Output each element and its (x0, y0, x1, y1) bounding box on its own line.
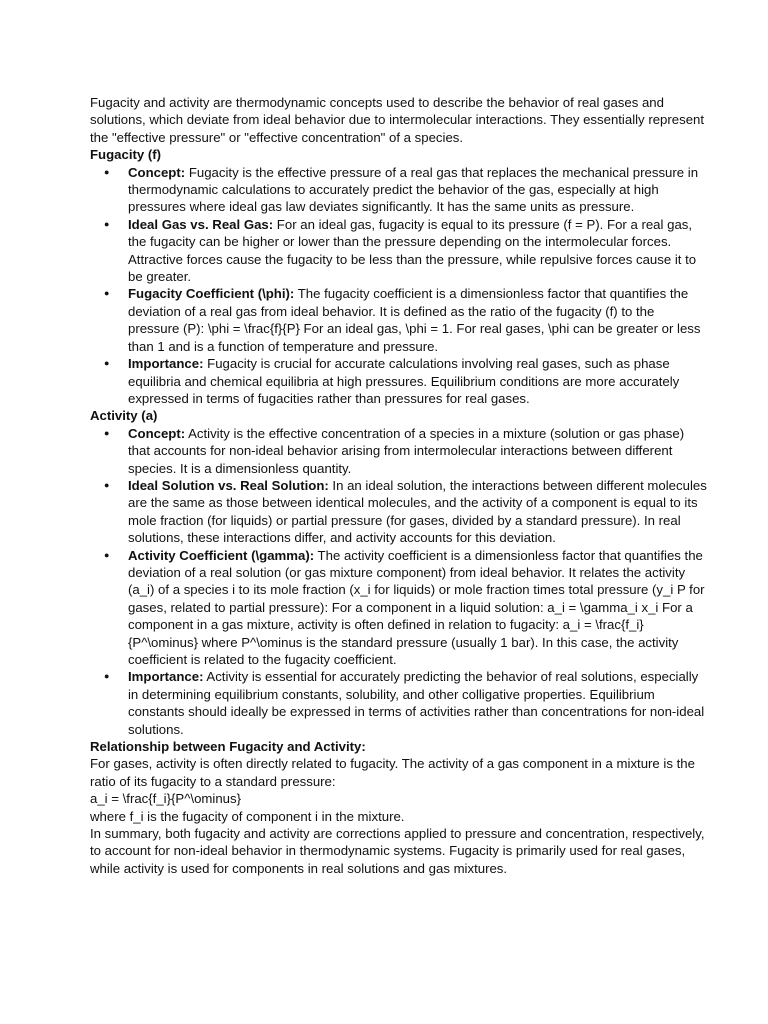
relationship-paragraph: For gases, activity is often directly related to fugacity. The activity of a gas component in a mixture is the ratio of its fugacity to a standard pressure: (90, 756, 695, 789)
intro-paragraph: Fugacity and activity are thermodynamic concepts used to describe the behavior of real gases and solutions, which deviate from ideal behavior due to intermolecular interactions. They essentially represent the "effective pressure" or "effective concentration" of a species. (90, 95, 705, 145)
activity-list (90, 425, 708, 738)
relationship-note: where f_i is the fugacity of component i in the mixture. (90, 808, 405, 824)
bullet-term: Ideal Gas vs. Real Gas: (128, 216, 274, 232)
activity-item-concept (90, 425, 708, 477)
activity-item-ideal-vs-real (90, 477, 708, 547)
bullet-term: Activity Coefficient (\gamma): (128, 547, 315, 563)
fugacity-list (90, 164, 708, 408)
bullet-term: Fugacity Coefficient (\phi): (128, 286, 295, 302)
bullet-term: Importance: (128, 669, 204, 685)
bullet-text: Activity is the effective concentration of a species in a mixture (solution or gas phase) that accounts for non-ideal behavior arising from intermolecular interactions between different species. It is a dimensionless quantity. (128, 425, 685, 476)
bullet-term: Concept: (128, 425, 186, 441)
bullet-term: Concept: (128, 164, 186, 180)
bullet-text: Activity is essential for accurately predicting the behavior of real solutions, especially in determining equilibrium constants, solubility, and other colligative properties. Equilibrium constants should ideally be expressed in terms of activities rather than concentrations for non-ideal solutions. (128, 669, 705, 737)
fugacity-item-ideal-vs-real (90, 216, 708, 286)
bullet-term: Importance: (128, 356, 204, 372)
bullet-text: In an ideal solution, the interactions between different molecules are the same as those between identical molecules, and the activity of a component is equal to its mole fraction (for liquids) or partial pressure (for gases, divided by a standard pressure). In real solutions, these interactions differ, and activity accounts for this deviation. (128, 477, 707, 546)
summary-paragraph: In summary, both fugacity and activity are corrections applied to pressure and concentration, respectively, to account for non-ideal behavior in thermodynamic systems. Fugacity is primarily used for real gases, while activity is used for components in real solutions and gas mixtures. (90, 826, 705, 876)
bullet-text: Fugacity is crucial for accurate calculations involving real gases, such as phase equilibria and chemical equilibria at high pressures. Equilibrium conditions are more accurately expressed in terms of fugacities rather than pressures for real gases. (128, 356, 680, 406)
activity-item-coefficient (90, 547, 708, 669)
activity-heading: Activity (a) (90, 408, 158, 424)
bullet-text: The fugacity coefficient is a dimensionless factor that quantifies the deviation of a real gas from ideal behavior. It is defined as the ratio of the fugacity (f) to the pressure (P): \phi = \frac{f}{P} For an ideal gas, \phi = 1. For real gases, \phi can be greater or less than 1 and is a function of temperature and pressure. (128, 286, 701, 354)
relationship-heading: Relationship between Fugacity and Activity: (90, 739, 366, 755)
bullet-term: Ideal Solution vs. Real Solution: (128, 477, 329, 493)
relationship-formula: a_i = \frac{f_i}{P^\ominus} (90, 791, 241, 807)
activity-item-importance (90, 668, 708, 738)
fugacity-item-concept (90, 164, 708, 216)
fugacity-item-importance (90, 355, 708, 407)
fugacity-item-coefficient (90, 285, 708, 355)
bullet-text: The activity coefficient is a dimensionless factor that quantifies the deviation of a real solution (or gas mixture component) from ideal behavior. It relates the activity (a_i) of a species i to its mole fraction (x_i for liquids) or mole fraction times total pressure (y_i P for gases, related to partial pressure): For a component in a liquid solution: a_i = \gamma_i x_i For a component in a gas mixture, activity is often defined in relation to fugacity: a_i = \frac{f_i}{P^\ominus} where P^\ominus is the standard pressure (usually 1 bar). In this case, the activity coefficient is related to the fugacity coefficient. (128, 547, 705, 667)
bullet-text: Fugacity is the effective pressure of a real gas that replaces the mechanical pressure in thermodynamic calculations to accurately predict the behavior of the gas, especially at high pressures where ideal gas law deviates significantly. It has the same units as pressure. (128, 164, 699, 215)
fugacity-heading: Fugacity (f) (90, 147, 162, 163)
bullet-text: For an ideal gas, fugacity is equal to its pressure (f = P). For a real gas, the fugacity can be higher or lower than the pressure depending on the intermolecular forces. Attractive forces cause the fugacity to be less than the pressure, while repulsive forces cause it to be greater. (128, 216, 697, 285)
